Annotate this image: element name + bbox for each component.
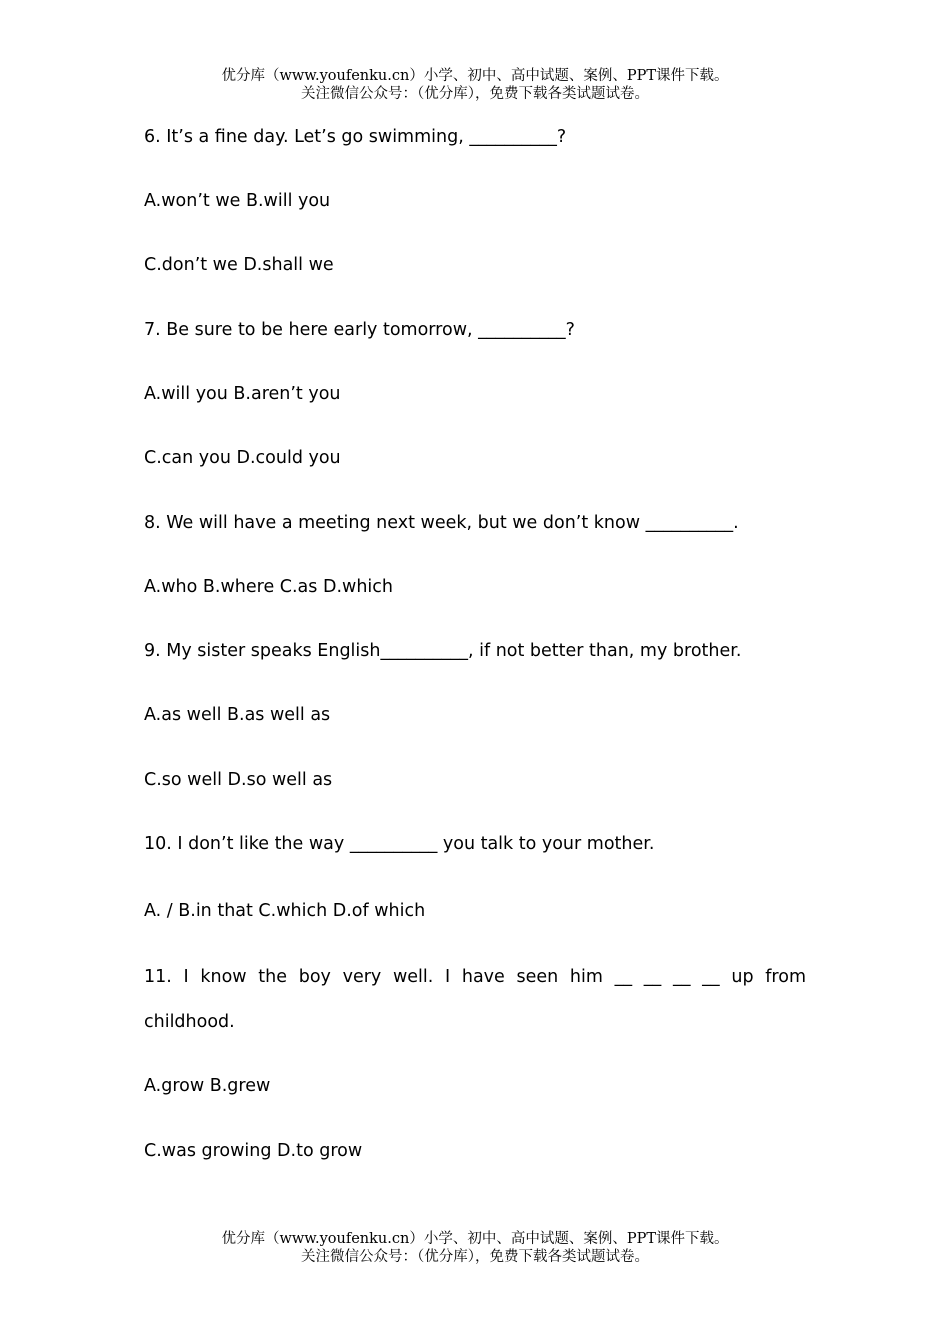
header-line-2: 关注微信公众号：（优分库），免费下载各类试题试卷。: [301, 86, 649, 102]
question-11-options-1: A.grow B.grew: [144, 1076, 271, 1096]
page-footer: [0, 1230, 950, 1266]
question-11-stem-line-2: childhood.: [144, 1012, 235, 1032]
footer-line-2: 关注微信公众号：（优分库），免费下载各类试题试卷。: [301, 1249, 649, 1265]
question-10-options-1: A. / B.in that C.which D.of which: [144, 901, 426, 921]
question-9-options-2: C.so well D.so well as: [144, 770, 333, 790]
question-11-stem-line-1: 11. I know the boy very well. I have seen him __ __ __ __ up from: [144, 967, 806, 987]
question-10-stem: 10. I don’t like the way __________ you talk to your mother.: [144, 834, 655, 854]
question-6-options-1: A.won’t we B.will you: [144, 191, 331, 211]
header-line-1: 优分库（www.youfenku.cn）小学、初中、高中试题、案例、PPT课件下载。: [221, 68, 729, 84]
question-6-stem: 6. It’s a fine day. Let’s go swimming, __________?: [144, 127, 567, 147]
question-7-options-2: C.can you D.could you: [144, 448, 341, 468]
page-header: [0, 67, 950, 103]
question-8-options-1: A.who B.where C.as D.which: [144, 577, 393, 597]
question-11-options-2: C.was growing D.to grow: [144, 1141, 363, 1161]
question-9-stem: 9. My sister speaks English__________, if not better than, my brother.: [144, 641, 742, 661]
question-9-options-1: A.as well B.as well as: [144, 705, 331, 725]
footer-line-1: 优分库（www.youfenku.cn）小学、初中、高中试题、案例、PPT课件下载。: [221, 1231, 729, 1247]
question-7-options-1: A.will you B.aren’t you: [144, 384, 341, 404]
question-8-stem: 8. We will have a meeting next week, but we don’t know __________.: [144, 513, 739, 533]
question-7-stem: 7. Be sure to be here early tomorrow, __________?: [144, 320, 575, 340]
question-6-options-2: C.don’t we D.shall we: [144, 255, 334, 275]
